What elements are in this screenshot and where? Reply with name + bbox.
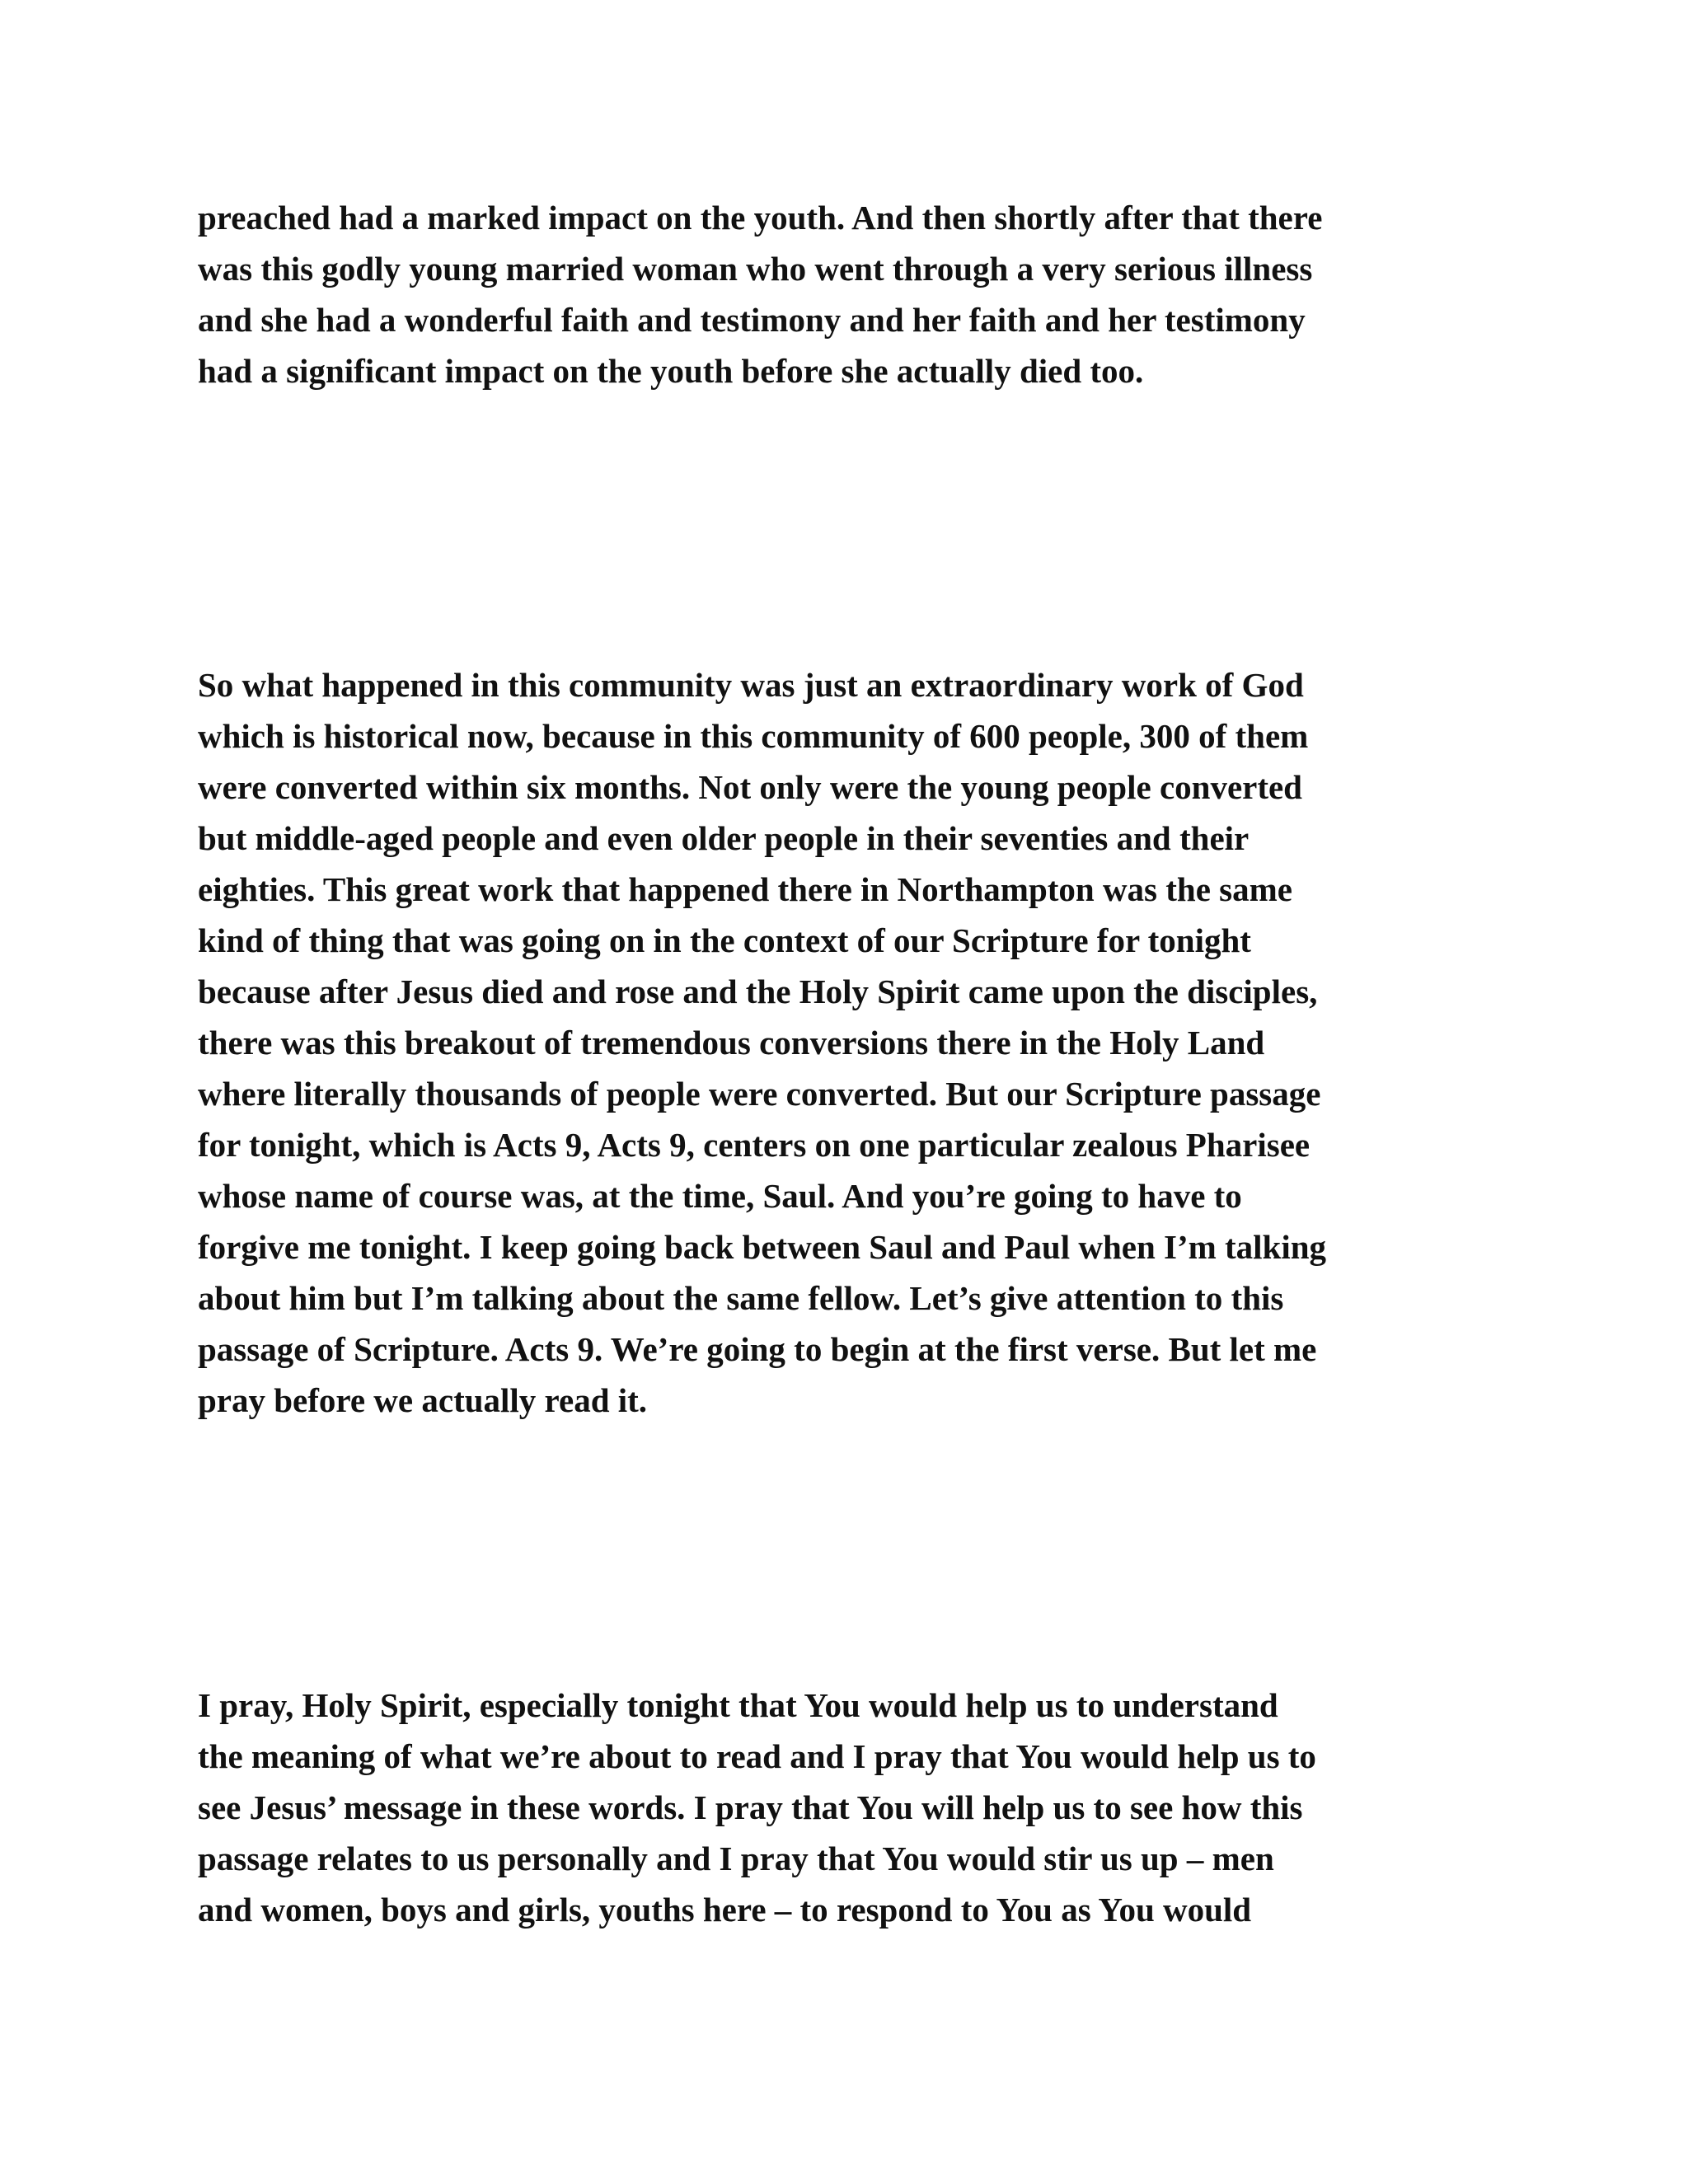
text-line: were converted within six months. Not only were the young people converted: [198, 768, 1302, 806]
paragraph: [198, 1680, 1500, 1935]
text-line: the meaning of what we’re about to read and I pray that You would help us to: [198, 1737, 1316, 1775]
text-line: about him but I’m talking about the same fellow. Let’s give attention to this: [198, 1279, 1284, 1317]
text-line: preached had a marked impact on the youth. And then shortly after that there: [198, 199, 1323, 237]
text-line: see Jesus’ message in these words. I pray that You will help us to see how this: [198, 1788, 1303, 1826]
text-line: but middle-aged people and even older people in their seventies and their: [198, 819, 1250, 857]
paragraph: [198, 192, 1500, 396]
text-line: pray before we actually read it.: [198, 1381, 648, 1419]
text-line: and she had a wonderful faith and testimony and her faith and her testimony: [198, 301, 1306, 339]
text-line: passage relates to us personally and I pray that You would stir us up – men: [198, 1840, 1274, 1877]
text-line: was this godly young married woman who went through a very serious illness: [198, 250, 1313, 288]
text-line: there was this breakout of tremendous conversions there in the Holy Land: [198, 1024, 1265, 1062]
text-line: and women, boys and girls, youths here – to respond to You as You would: [198, 1891, 1252, 1929]
text-line: had a significant impact on the youth before she actually died too.: [198, 352, 1144, 390]
text-line: for tonight, which is Acts 9, Acts 9, centers on one particular zealous Pharisee: [198, 1126, 1311, 1164]
text-line: whose name of course was, at the time, Saul. And you’re going to have to: [198, 1177, 1242, 1215]
text-line: because after Jesus died and rose and the Holy Spirit came upon the disciples,: [198, 972, 1318, 1010]
text-line: kind of thing that was going on in the context of our Scripture for tonight: [198, 921, 1251, 959]
text-line: forgive me tonight. I keep going back between Saul and Paul when I’m talking: [198, 1228, 1327, 1266]
paragraph: [198, 659, 1500, 1426]
text-line: which is historical now, because in this community of 600 people, 300 of them: [198, 717, 1309, 755]
text-line: I pray, Holy Spirit, especially tonight that You would help us to understand: [198, 1686, 1278, 1724]
text-line: So what happened in this community was just an extraordinary work of God: [198, 666, 1304, 704]
text-line: eighties. This great work that happened there in Northampton was the same: [198, 870, 1292, 908]
text-line: passage of Scripture. Acts 9. We’re going to begin at the first verse. But let me: [198, 1330, 1317, 1368]
text-line: where literally thousands of people were converted. But our Scripture passage: [198, 1075, 1321, 1113]
